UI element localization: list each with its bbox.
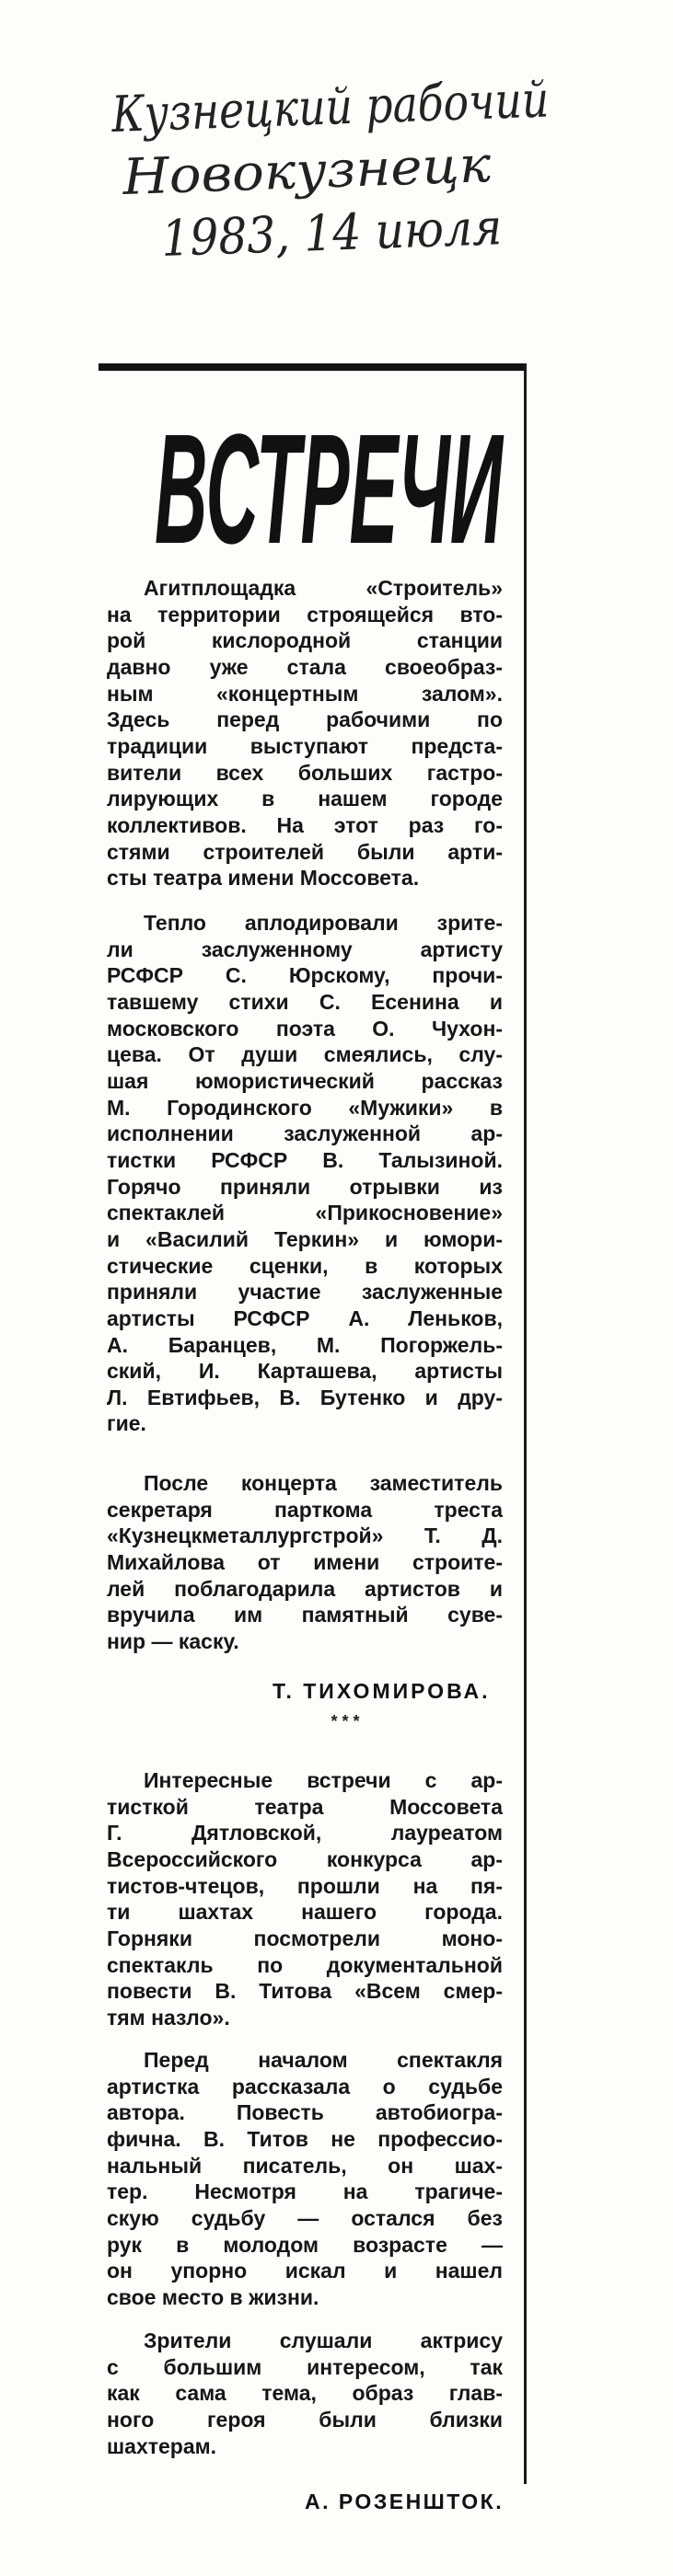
text-line: свое место в жизни.: [107, 2284, 319, 2309]
text-line: тистов-чтецов, прошли на пя-: [107, 1873, 503, 1898]
section-separator: * * *: [331, 1712, 360, 1731]
text-line: давно уже стала своеобраз-: [107, 654, 503, 679]
article-paragraph: [107, 910, 503, 1437]
text-line: ли заслуженному артисту: [107, 937, 503, 961]
text-line: повести В. Титова «Всем смер-: [107, 1979, 503, 2004]
text-line: Интересные встречи с ар-: [144, 1768, 503, 1792]
text-line: стями строителей были арти-: [107, 839, 503, 864]
text-line: артисты РСФСР А. Леньков,: [107, 1305, 503, 1330]
text-line: Г. Дятловской, лауреатом: [107, 1821, 503, 1846]
author-signature: Т. ТИХОМИРОВА.: [273, 1679, 491, 1703]
text-line: нир — каску.: [107, 1628, 239, 1653]
article-paragraph: [107, 2047, 503, 2311]
headline: [153, 425, 506, 554]
text-line: традиции выступают предста-: [107, 733, 503, 758]
text-line: А. Баранцев, М. Погоржель-: [107, 1332, 503, 1357]
article-paragraph: [107, 2328, 503, 2459]
text-line: Перед началом спектакля: [144, 2048, 503, 2072]
text-line: Тепло аплодировали зрите-: [144, 911, 503, 935]
text-line: артистка рассказала о судьбе: [107, 2074, 503, 2099]
text-line: тям назло».: [107, 2005, 230, 2030]
text-line: Зрители слушали актрису: [144, 2329, 503, 2352]
handwritten-note: [0, 0, 673, 294]
text-line: и «Василий Теркин» и юмори-: [107, 1226, 503, 1251]
text-line: тавшему стихи С. Есенина и: [107, 989, 503, 1014]
text-line: Горячо приняли отрывки из: [107, 1174, 503, 1199]
handwritten-note-line: 1983, 14 июля: [160, 196, 540, 268]
article-paragraph: [107, 575, 503, 891]
text-line: приняли участие заслуженные: [107, 1280, 503, 1305]
text-line: «Кузнецкметаллургстрой» Т. Д.: [107, 1524, 503, 1548]
handwritten-note-line: Кузнецкий рабочий: [110, 67, 631, 144]
text-line: он упорно искал и нашел: [107, 2259, 503, 2283]
text-line: автора. Повесть автобиогра-: [107, 2100, 503, 2125]
text-line: рой кислородной станции: [107, 628, 503, 653]
text-line: фична. В. Титов не профессио-: [107, 2126, 503, 2151]
text-line: шахтерам.: [107, 2433, 217, 2458]
text-line: шая юмористический рассказ: [107, 1068, 503, 1093]
text-line: Л. Евтифьев, В. Бутенко и дру-: [107, 1385, 503, 1409]
text-line: ного героя были близки: [107, 2407, 503, 2432]
text-line: цева. От души смеялись, слу-: [107, 1042, 503, 1067]
text-line: ным «концертным залом».: [107, 681, 503, 706]
text-line: вручила им памятный суве-: [107, 1603, 503, 1627]
right-column-rule: [524, 363, 527, 2484]
text-line: Михайлова от имени строите-: [107, 1549, 503, 1574]
top-rule: [99, 363, 527, 371]
text-line: Здесь перед рабочими по: [107, 707, 503, 732]
text-line: спектакль по документальной: [107, 1952, 503, 1977]
text-line: ский, И. Карташева, артисты: [107, 1359, 503, 1384]
text-line: тер. Несмотря на трагиче-: [107, 2179, 503, 2204]
text-line: стические сценки, в которых: [107, 1253, 503, 1278]
text-line: спектаклей «Прикосновение»: [107, 1201, 503, 1225]
text-line: нальный писатель, он шах-: [107, 2153, 503, 2178]
text-line: секретаря парткома треста: [107, 1497, 503, 1522]
text-line: московского поэта О. Чухон-: [107, 1016, 503, 1041]
text-line: сты театра имени Моссовета.: [107, 866, 420, 891]
text-line: тисткой театра Моссовета: [107, 1794, 503, 1819]
text-line: гие.: [107, 1411, 146, 1436]
handwritten-note-line: Новокузнецк: [122, 135, 469, 206]
text-line: лей поблагодарила артистов и: [107, 1576, 503, 1601]
text-line: на территории строящейся вто-: [107, 602, 503, 627]
text-line: рук в молодом возрасте —: [107, 2232, 503, 2257]
text-line: вители всех больших гастро-: [107, 760, 503, 785]
text-line: лирующих в нашем городе: [107, 787, 503, 811]
text-line: После концерта заместитель: [144, 1471, 503, 1495]
text-line: Всероссийского конкурса ар-: [107, 1846, 503, 1871]
article-paragraph: [107, 1767, 503, 2031]
text-line: Агитплощадка «Строитель»: [144, 576, 503, 600]
headline-text: ВСТРЕЧИ: [155, 425, 505, 554]
text-line: как сама тема, образ глав-: [107, 2381, 503, 2406]
text-line: ти шахтах нашего города.: [107, 1900, 503, 1925]
text-line: исполнении заслуженной ар-: [107, 1121, 503, 1146]
text-line: тистки РСФСР В. Талызиной.: [107, 1147, 503, 1172]
text-line: с большим интересом, так: [107, 2354, 503, 2379]
article-paragraph: [107, 1470, 503, 1655]
text-line: М. Городинского «Мужики» в: [107, 1095, 503, 1120]
text-line: коллективов. На этот раз го-: [107, 812, 503, 837]
text-line: Горняки посмотрели моно-: [107, 1926, 503, 1950]
text-line: РСФСР С. Юрскому, прочи-: [107, 963, 503, 988]
author-signature: А. РОЗЕНШТОК.: [305, 2490, 505, 2513]
text-line: скую судьбу — остался без: [107, 2205, 503, 2230]
